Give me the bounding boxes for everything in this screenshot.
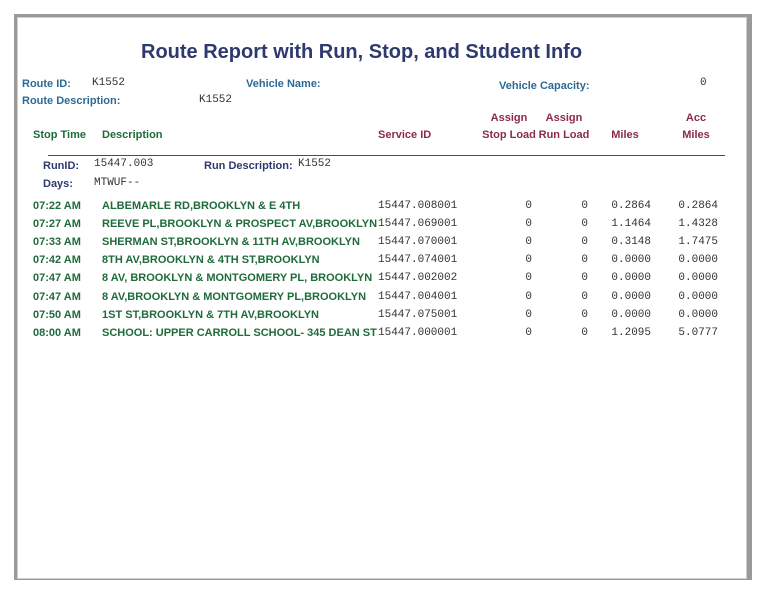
stop-assign-run-load: 0 (581, 200, 588, 212)
vehicle-capacity-label: Vehicle Capacity: (499, 80, 590, 92)
stop-miles: 0.0000 (611, 290, 651, 303)
stop-miles: 0.3148 (611, 236, 651, 249)
stop-time: 07:22 AM (33, 200, 81, 212)
run-description-label: Run Description: (204, 160, 293, 172)
stop-miles: 1.2095 (611, 326, 651, 339)
stop-description: 8TH AV,BROOKLYN & 4TH ST,BROOKLYN (102, 254, 320, 267)
stop-service-id: 15447.004001 (378, 290, 458, 303)
stop-row (18, 309, 746, 327)
stop-service-id: 15447.008001 (378, 200, 458, 212)
route-id-value: K1552 (92, 77, 126, 89)
stop-service-id: 15447.070001 (378, 236, 458, 249)
stop-miles: 0.2864 (611, 200, 651, 212)
stop-assign-stop-load: 0 (525, 290, 532, 303)
stop-row (18, 272, 746, 290)
stop-time: 07:27 AM (33, 218, 81, 231)
days-value: MTWUF-- (94, 177, 141, 189)
run-description-value: K1552 (298, 158, 332, 170)
stop-service-id: 15447.000001 (378, 326, 458, 339)
stop-time: 07:50 AM (33, 308, 81, 321)
stop-description: 8 AV,BROOKLYN & MONTGOMERY PL,BROOKLYN (102, 290, 367, 303)
route-description-label: Route Description: (22, 95, 121, 107)
stop-time: 07:47 AM (33, 272, 81, 285)
stop-description: 8 AV, BROOKLYN & MONTGOMERY PL, BROOKLYN (102, 272, 373, 285)
stop-miles: 0.0000 (611, 308, 651, 321)
stop-assign-run-load: 0 (581, 290, 588, 303)
col-acc-miles-top: Acc (685, 112, 707, 124)
col-stop-time: Stop Time (33, 129, 86, 141)
report-page (17, 17, 747, 579)
stop-time: 07:42 AM (33, 254, 81, 267)
stop-description: SCHOOL: UPPER CARROLL SCHOOL- 345 DEAN ST (102, 326, 377, 339)
col-service-id: Service ID (378, 129, 432, 141)
stop-miles: 1.1464 (611, 218, 651, 231)
stop-miles: 0.0000 (611, 272, 651, 285)
stop-assign-stop-load: 0 (525, 326, 532, 339)
route-description-value: K1552 (199, 94, 233, 106)
run-id-value: 15447.003 (94, 158, 154, 170)
stop-time: 07:47 AM (33, 290, 81, 303)
stop-acc-miles: 0.2864 (678, 200, 718, 212)
stop-assign-run-load: 0 (581, 308, 588, 321)
stop-service-id: 15447.074001 (378, 254, 458, 267)
col-assign-stop-load-bottom: Stop Load (482, 129, 536, 141)
stop-assign-run-load: 0 (581, 236, 588, 249)
stop-row (18, 200, 746, 218)
stop-service-id: 15447.069001 (378, 218, 458, 231)
stop-time: 08:00 AM (33, 326, 81, 339)
days-label: Days: (43, 178, 73, 190)
stop-assign-stop-load: 0 (525, 272, 532, 285)
stop-assign-stop-load: 0 (525, 200, 532, 212)
stop-description: 1ST ST,BROOKLYN & 7TH AV,BROOKLYN (102, 308, 319, 321)
stop-assign-run-load: 0 (581, 272, 588, 285)
stop-acc-miles: 0.0000 (678, 272, 718, 285)
stop-assign-run-load: 0 (581, 218, 588, 231)
stop-row (18, 236, 746, 254)
vehicle-name-label: Vehicle Name: (246, 78, 321, 90)
stop-row (18, 218, 746, 236)
stop-row (18, 327, 746, 345)
stop-time: 07:33 AM (33, 236, 81, 249)
col-miles: Miles (611, 129, 639, 141)
col-acc-miles-bottom: Miles (682, 129, 710, 141)
stop-acc-miles: 0.0000 (678, 290, 718, 303)
stop-acc-miles: 1.4328 (678, 218, 718, 231)
stop-description: SHERMAN ST,BROOKLYN & 11TH AV,BROOKLYN (102, 236, 360, 249)
vehicle-capacity-value: 0 (700, 77, 707, 89)
stop-service-id: 15447.075001 (378, 308, 458, 321)
stop-assign-stop-load: 0 (525, 218, 532, 231)
stop-acc-miles: 1.7475 (678, 236, 718, 249)
stop-acc-miles: 5.0777 (678, 326, 718, 339)
stop-acc-miles: 0.0000 (678, 308, 718, 321)
stop-service-id: 15447.002002 (378, 272, 458, 285)
col-description: Description (102, 129, 163, 141)
stop-description: REEVE PL,BROOKLYN & PROSPECT AV,BROOKLYN (102, 218, 378, 231)
route-id-label: Route ID: (22, 78, 71, 90)
stop-row (18, 254, 746, 272)
stop-miles: 0.0000 (611, 254, 651, 267)
stop-assign-run-load: 0 (581, 326, 588, 339)
col-assign-run-load-bottom: Run Load (538, 129, 590, 141)
report-title: Route Report with Run, Stop, and Student Info (141, 41, 583, 63)
stop-row (18, 291, 746, 309)
stop-assign-run-load: 0 (581, 254, 588, 267)
stop-assign-stop-load: 0 (525, 308, 532, 321)
stop-acc-miles: 0.0000 (678, 254, 718, 267)
stop-assign-stop-load: 0 (525, 236, 532, 249)
col-assign-run-load-top: Assign (545, 112, 583, 124)
col-assign-stop-load-top: Assign (490, 112, 528, 124)
stop-assign-stop-load: 0 (525, 254, 532, 267)
run-id-label: RunID: (43, 160, 80, 172)
stop-description: ALBEMARLE RD,BROOKLYN & E 4TH (102, 200, 301, 212)
header-divider (48, 155, 725, 156)
